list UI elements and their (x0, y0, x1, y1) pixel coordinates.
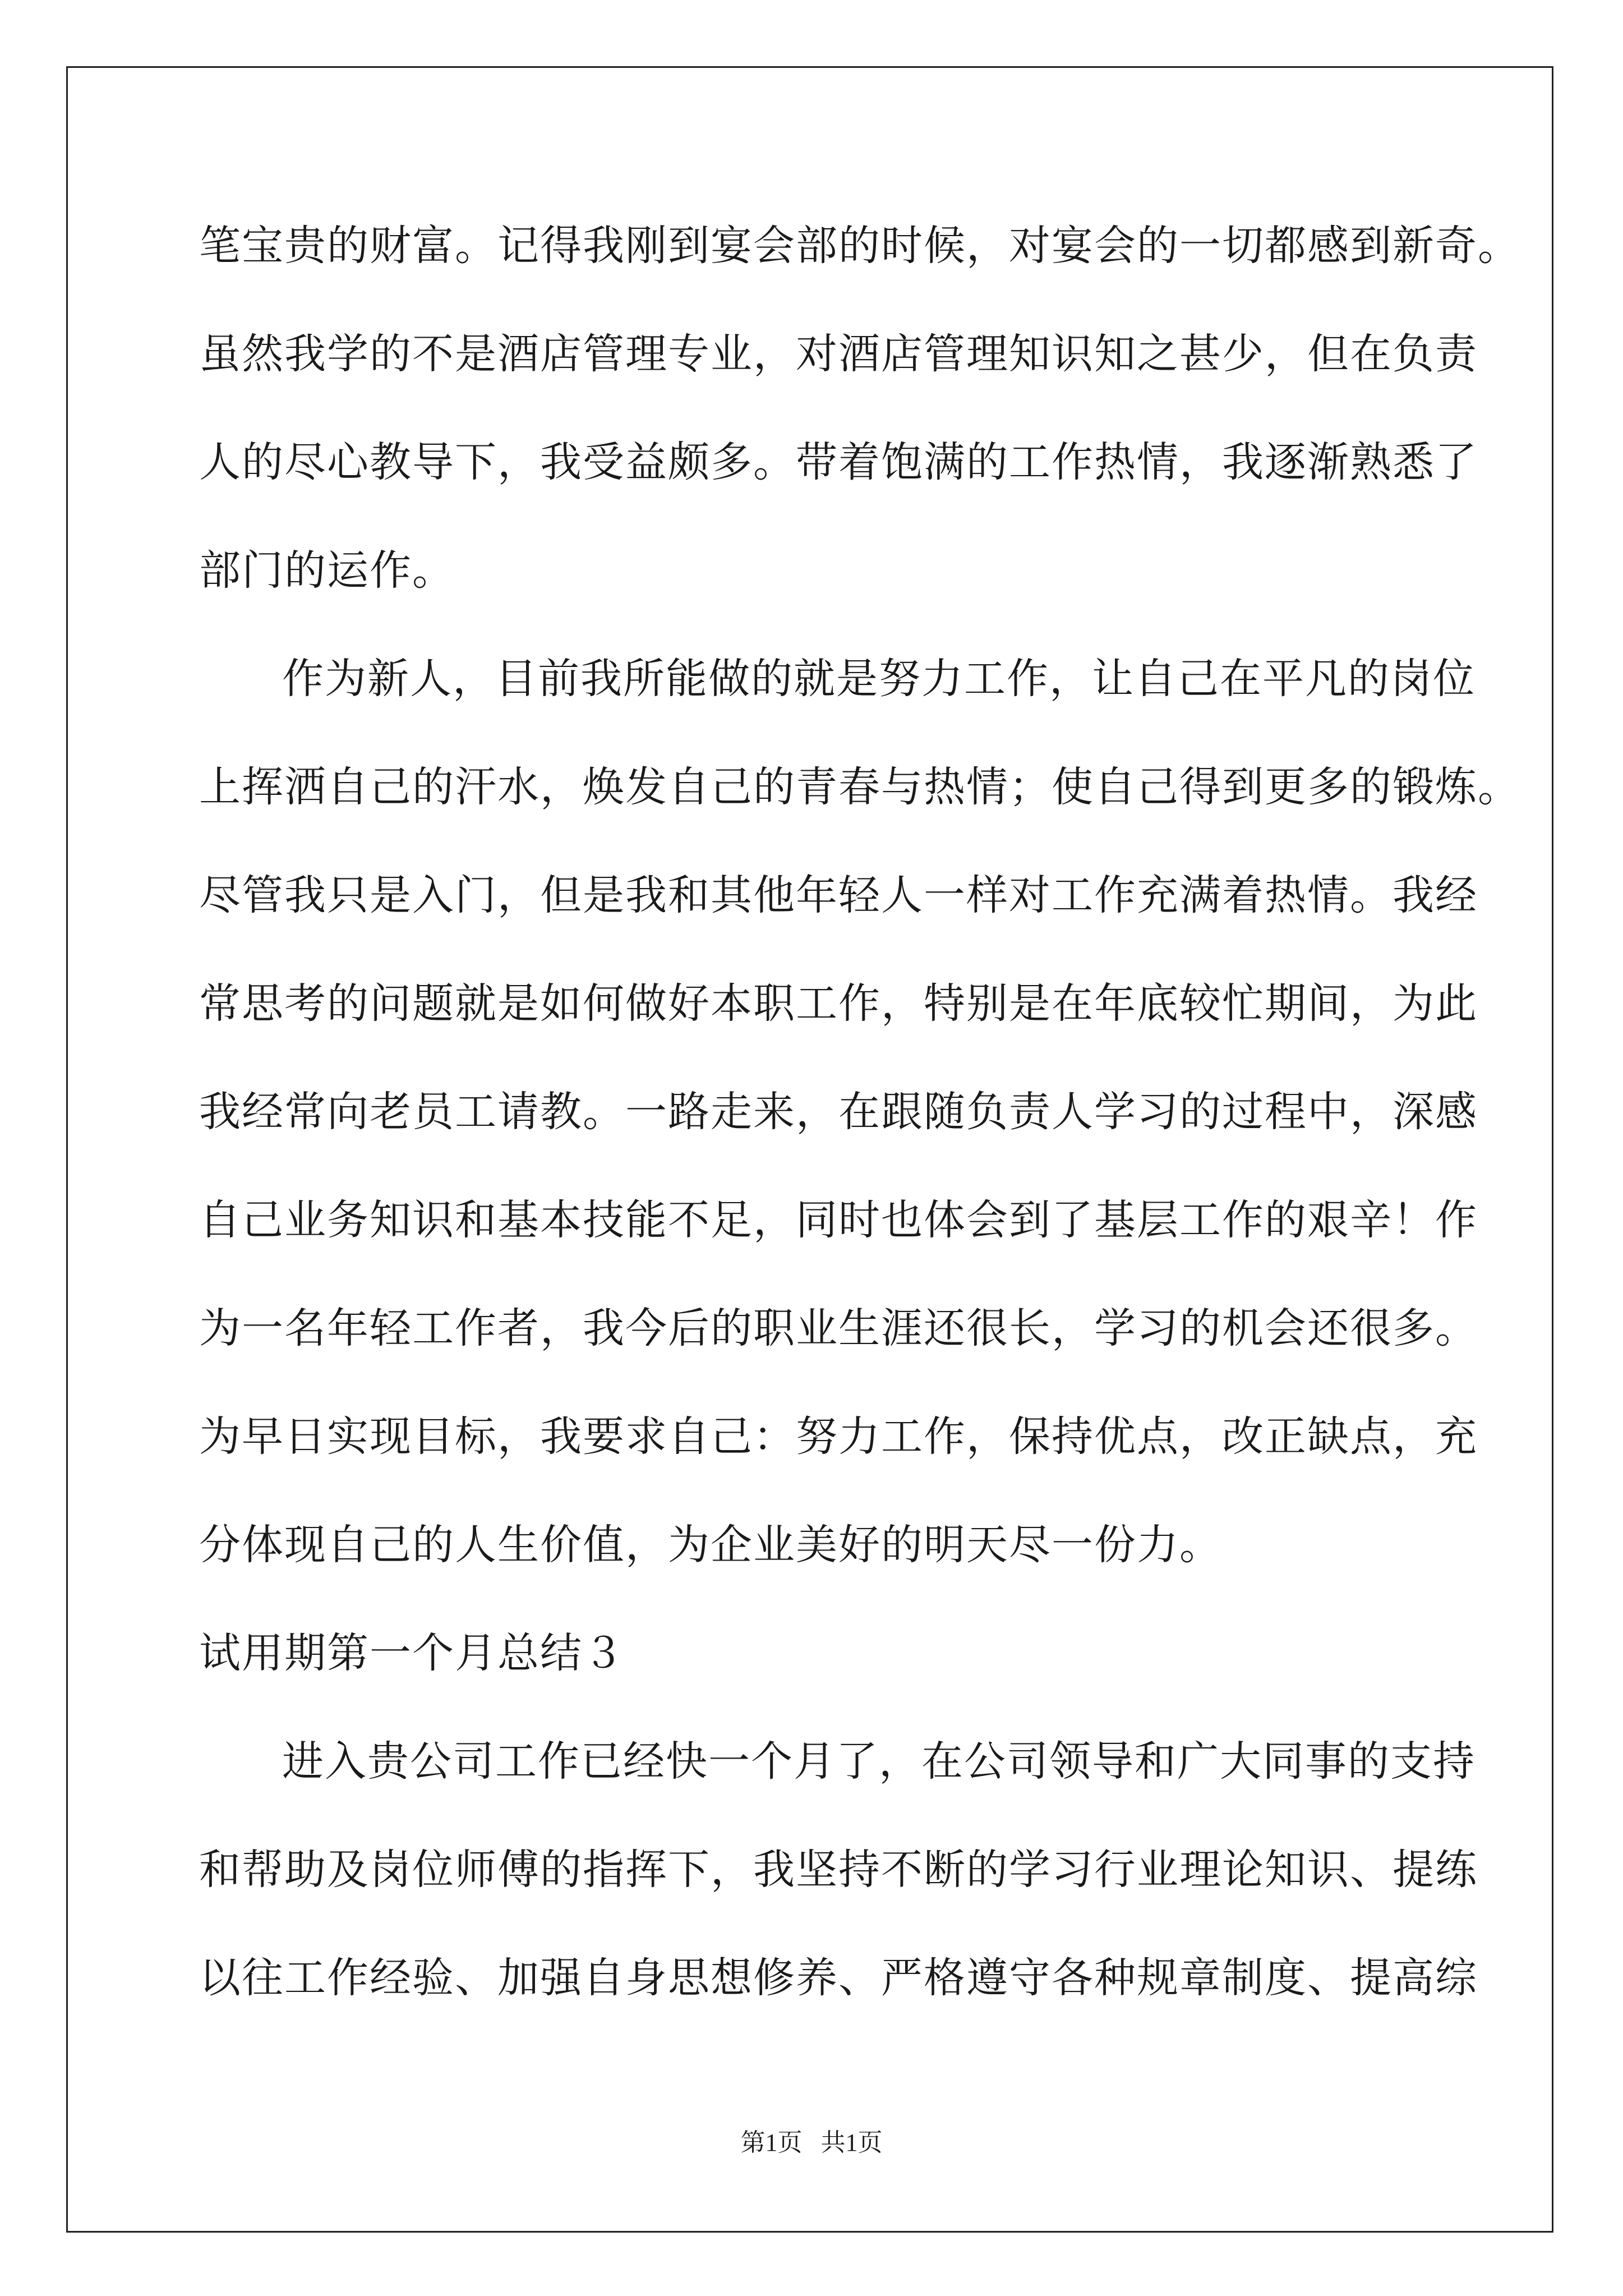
text-line-6: 上挥洒自己的汗水，焕发自己的青春与热情；使自己得到更多的锻炼。 (199, 763, 1520, 811)
text-line-12: 为早日实现目标，我要求自己：努力工作，保持优点，改正缺点，充 (199, 1412, 1478, 1461)
text-line-9: 我经常向老员工请教。一路走来，在跟随负责人学习的过程中，深感 (199, 1088, 1478, 1136)
text-line-16: 和帮助及岗位师傅的指挥下，我坚持不断的学习行业理论知识、提练 (199, 1846, 1478, 1894)
text-line-3: 人的尽心教导下，我受益颇多。带着饱满的工作热情，我逐渐熟悉了 (199, 438, 1478, 486)
text-line-11: 为一名年轻工作者，我今后的职业生涯还很长，学习的机会还很多。 (199, 1304, 1478, 1352)
text-line-17: 以往工作经验、加强自身思想修养、严格遵守各种规章制度、提高综 (199, 1954, 1478, 2002)
page-footer: 第1页 共1页 (740, 2129, 883, 2156)
text-line-5: 作为新人，目前我所能做的就是努力工作，让自己在平凡的岗位 (282, 655, 1476, 703)
text-line-8: 常思考的问题就是如何做好本职工作，特别是在年底较忙期间，为此 (199, 979, 1478, 1028)
text-line-13: 分体现自己的人生价值，为企业美好的明天尽一份力。 (199, 1521, 1222, 1569)
section-heading: 试用期第一个月总结３ (199, 1629, 625, 1677)
text-line-7: 尽管我只是入门，但是我和其他年轻人一样对工作充满着热情。我经 (199, 871, 1478, 919)
text-line-2: 虽然我学的不是酒店管理专业，对酒店管理知识知之甚少，但在负责 (199, 330, 1478, 378)
text-line-1: 笔宝贵的财富。记得我刚到宴会部的时候，对宴会的一切都感到新奇。 (199, 222, 1520, 270)
document-body (199, 192, 1520, 2032)
text-line-4: 部门的运作。 (199, 546, 455, 595)
text-line-15: 进入贵公司工作已经快一个月了，在公司领导和广大同事的支持 (282, 1737, 1476, 1786)
text-line-10: 自己业务知识和基本技能不足，同时也体会到了基层工作的艰辛！作 (199, 1196, 1478, 1244)
